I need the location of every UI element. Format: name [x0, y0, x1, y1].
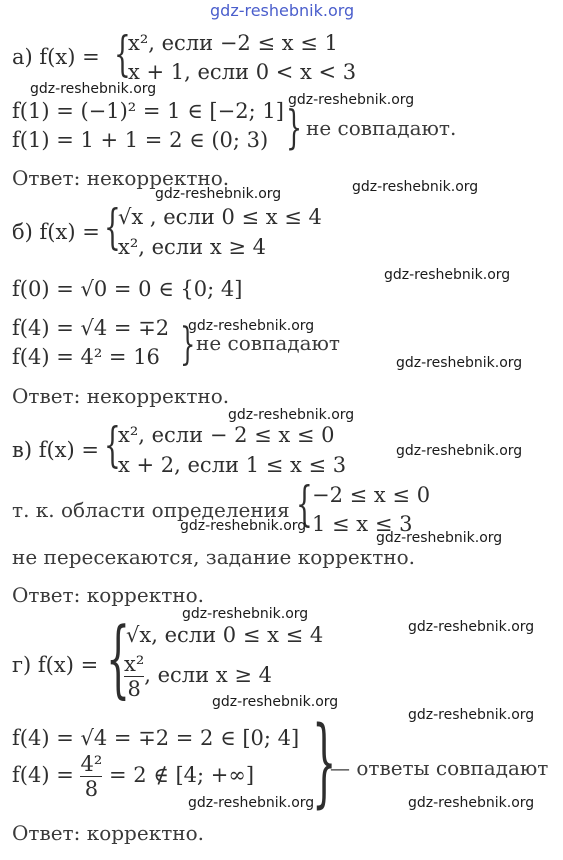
fraction	[124, 652, 144, 701]
part-g-label	[12, 655, 98, 676]
watermark: gdz-reshebnik.org	[352, 179, 479, 195]
case-line: x + 1, если 0 < x < 3	[128, 60, 357, 84]
watermark: gdz-reshebnik.org	[188, 795, 315, 811]
case-line: x², если − 2 ≤ x ≤ 0	[118, 423, 335, 447]
watermark: gdz-reshebnik.org	[188, 318, 315, 334]
part-v-label	[12, 440, 99, 461]
closing-brace: }	[180, 319, 196, 370]
equation-end: = 2 ∉ [4; +∞]	[108, 763, 255, 788]
case-line: √x , если 0 ≤ x ≤ 4	[118, 205, 322, 229]
fraction-denominator: 8	[124, 676, 144, 701]
watermark: gdz-reshebnik.org	[180, 518, 307, 534]
answer-line: Ответ: корректно.	[12, 821, 204, 845]
part-label: г)	[12, 653, 32, 677]
function-name: f(x) =	[37, 653, 99, 677]
watermark: gdz-reshebnik.org	[408, 795, 535, 811]
equation-line: f(4) = √4 = ∓2 = 2 ∈ [0; 4]	[12, 726, 300, 750]
case-line: x², если −2 ≤ x ≤ 1	[128, 31, 338, 55]
system-brace: {	[114, 26, 131, 82]
case-line: x + 2, если 1 ≤ x ≤ 3	[118, 453, 347, 477]
conclusion-text: не совпадают	[196, 331, 340, 355]
watermark: gdz-reshebnik.org	[376, 530, 503, 546]
watermark: gdz-reshebnik.org	[408, 619, 535, 635]
part-label: а)	[12, 45, 33, 69]
conclusion-text: не совпадают.	[306, 116, 457, 140]
part-a-label	[12, 47, 100, 68]
watermark: gdz-reshebnik.org	[384, 267, 511, 283]
system-brace: {	[106, 609, 131, 707]
watermark: gdz-reshebnik.org	[228, 407, 355, 423]
part-label: б)	[12, 220, 33, 244]
equation-line: f(0) = √0 = 0 ∈ {0; 4]	[12, 277, 243, 301]
fraction	[80, 752, 102, 801]
closing-brace: }	[312, 706, 337, 818]
case-line: x², если x ≥ 4	[118, 235, 266, 259]
watermark: gdz-reshebnik.org	[182, 606, 309, 622]
domain-line: 1 ≤ x ≤ 3	[312, 512, 413, 536]
closing-brace: }	[286, 100, 303, 154]
text-line: не пересекаются, задание корректно.	[12, 545, 415, 569]
part-b-label	[12, 222, 100, 243]
case-condition: , если x ≥ 4	[144, 663, 272, 688]
watermark: gdz-reshebnik.org	[212, 694, 339, 710]
equation-line: f(1) = 1 + 1 = 2 ∈ (0; 3)	[12, 128, 269, 152]
watermark: gdz-reshebnik.org	[30, 81, 157, 97]
fraction-numerator: x²	[124, 652, 145, 676]
function-name: f(x) =	[38, 438, 99, 462]
watermark: gdz-reshebnik.org	[155, 186, 282, 202]
answer-line: Ответ: корректно.	[12, 583, 204, 607]
equation-line: f(1) = (−1)² = 1 ∈ [−2; 1]	[12, 99, 284, 123]
watermark: gdz-reshebnik.org	[396, 443, 523, 459]
conclusion-text: — ответы совпадают	[330, 756, 549, 780]
fraction-numerator: 4²	[80, 752, 103, 776]
system-brace: {	[296, 476, 313, 532]
text-line: т. к. области определения	[12, 498, 290, 522]
equation-start: f(4) =	[12, 763, 74, 788]
system-brace: {	[104, 417, 121, 473]
part-label: в)	[12, 438, 33, 462]
function-name: f(x) =	[39, 45, 100, 69]
case-line: √x, если 0 ≤ x ≤ 4	[126, 623, 324, 647]
watermark: gdz-reshebnik.org	[408, 707, 535, 723]
function-name: f(x) =	[39, 220, 100, 244]
watermark: gdz-reshebnik.org	[288, 92, 415, 108]
domain-line: −2 ≤ x ≤ 0	[312, 483, 431, 507]
equation-line: f(4) = √4 = ∓2	[12, 316, 170, 340]
system-brace: {	[104, 199, 121, 255]
answer-line: Ответ: некорректно.	[12, 166, 230, 190]
watermark: gdz-reshebnik.org	[396, 355, 523, 371]
equation-line: f(4) = 4² = 16	[12, 345, 160, 369]
watermark-top: gdz-reshebnik.org	[210, 1, 355, 20]
answer-line: Ответ: некорректно.	[12, 384, 230, 408]
equation-line	[12, 752, 254, 801]
fraction-denominator: 8	[80, 776, 102, 801]
